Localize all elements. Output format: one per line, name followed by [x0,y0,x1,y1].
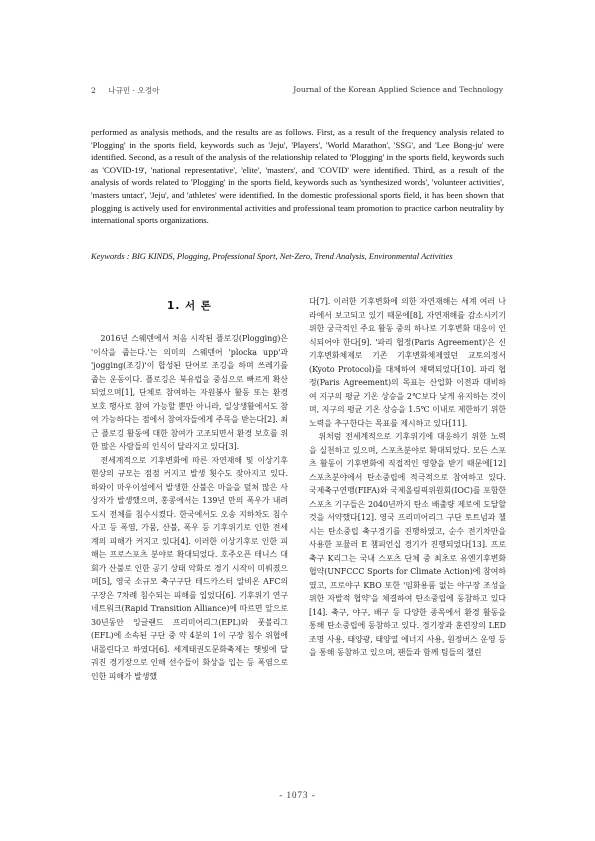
keywords-line: Keywords : BIG KINDS, Plogging, Professional Sport, Net-Zero, Trend Analysis, Environmental Activities [91,251,453,261]
abstract-paragraph: performed as analysis methods, and the results are as follows. First, as a result of the frequency analysis related to 'Plogging' in the sports field, keywords such as 'Jeju', 'Players', 'World Marathon', 'SSG', and 'Lee Bong-ju' were identified. Second, as a result of the analysis of the relationship related to 'Plogging' in the sports field, keywords such as 'COVID-19', 'national representative', 'elite', 'masters', and 'COVID' were identified. Third, as a result of the analysis of words related to 'Plogging' in the sports field, keywords such as 'synthesized words', 'volunteer activities', 'masters untact', 'Jeju', and 'athletes' were identified. In the domestic professional sports field, it has been shown that plogging is actively used for environmental activities and professional team promotion to practice carbon neutrality by international sports organizations. [91,127,504,226]
header-journal-title: Journal of the Korean Applied Science and Technology [293,85,503,94]
section-title: 1. 서 론 [167,300,212,312]
body-paragraph: 2016년 스웨덴에서 처음 시작된 플로깅(Plogging)은 '이삭을 줍는다.'는 의미의 스웨덴어 'plocka upp'과 'jogging(조깅)'이 합성된 단어로 조깅을 하며 쓰레기를 줍는 운동이다. 플로깅은 북유럽을 중심으로 빠르게 확산되었으며[1], 단체로 참여하는 자원봉사 활동 또는 환경 보호 행사로 참여 가능할 뿐만 아니라, 일상생활에서도 참여 가능하다는 점에서 참여자들에게 주목을 받는다[2]. 최근 플로깅 활동에 대한 참여가 고조되면서 환경 보호를 위한 많은 사람들의 인식이 달라지고 있다[3]. [91,334,288,451]
body-paragraph: 위처럼 전세계적으로 기후위기에 대응하기 위한 노력을 실천하고 있으며, 스포츠분야로 확대되었다. 모든 스포츠 활동이 기후변화에 직접적인 영향을 받기 때문에[12] 스포츠분야에서 탄소중립에 적극적으로 참여하고 있다. 국제축구연맹(FIFA)와 국제올림픽위원회(IOC)를 포함한 스포츠 기구들은 2040년까지 탄소 배출량 제로에 도달할 것을 서약했다[12]. 영국 프리미어리그 구단 토트넘과 첼시는 탄소중립 축구경기를 진행하였고, 순수 전기차만을 사용한 포뮬러 E 챔피언십 경기가 진행되었다[13]. 프로축구 K리그는 국내 스포츠 단체 중 최초로 유엔기후변화협약(UNFCCC Sports for Climate Action)에 참여하였고, 프로야구 KBO 또한 '임화용품 없는 야구장 조성을 위한 자발적 협약'을 체결하여 탄소중립에 동참하고 있다[14]. 축구, 야구, 배구 등 다양한 종목에서 환경 활동을 통해 탄소중립에 동참하고 있다. 경기장과 훈련장의 LED 조명 사용, 태양광, 태양열 에너지 사용, 원정버스 운영 등을 통해 동참하고 있으며, 팬들과 함께 팀들의 챌린 [309,432,506,657]
right-column [309,295,506,660]
body-paragraph: 전세계적으로 기후변화에 따른 자연재해 및 이상기후 현상의 규모는 점점 커지고 발생 횟수도 잦아지고 있다. 하와이 마우이섬에서 발생한 산불은 마을을 덮쳐 많은 사상자가 발생했으며, 홍콩에서는 139년 만의 폭우가 내려 도시 전체를 침수시켰다. 한국에서도 오송 지하차도 침수사고 등 폭염, 가뭄, 산불, 폭우 등 기후위기로 인한 전세계의 피해가 커지고 있다[4]. 이러한 이상기후로 인한 피해는 프로스포츠 분야로 확대되었다. 호주오픈 테니스 대회가 산불로 인한 공기 상태 악화로 경기 시작이 미뤄졌으며[5], 영국 소규모 축구구단 테드카스터 알비온 AFC의 구장은 7차례 침수되는 피해를 입었다[6]. 기후위기 연구 네트워크(Rapid Transition Alliance)에 따르면 앞으로 30년동안 잉글랜드 프리미어리그(EPL)와 풋볼리그(EFL)에 소속된 구단 중 약 4분의 1이 구장 침수 위협에 내몰린다고 하였다[6]. 세계태권도문화축제는 햇빛에 달궈진 경기장으로 인해 선수들이 화상을 입는 등 폭염으로 인한 피해가 발생했 [91,455,288,681]
body-paragraph: 다[7]. 이러한 기후변화에 의한 자연재해는 세계 여러 나라에서 보고되고 있기 때문에[8], 자연재해를 감소시키기 위한 궁극적인 주요 활동 중의 하나로 기후변화 대응이 인식되어야 한다[9]. '파리 협정(Paris Agreement)'은 신기후변화체제로 기존 기후변화체제였던 교토의정서(Kyoto Protocol)를 대체하여 채택되었다[10]. 파리 협정(Paris Agreement)의 목표는 산업화 이전과 대비하여 지구의 평균 기온 상승을 2℃보다 낮게 유지하는 것이며, 지구의 평균 기온 상승을 1.5℃ 이내로 제한하기 위한 노력을 추구한다는 목표를 제시하고 있다[11]. [309,297,506,428]
left-column [91,295,288,683]
footer-page-number: - 1073 - [279,790,316,800]
running-header-left [91,85,160,96]
header-page-number: 2 [91,86,96,95]
header-authors: 나규민 · 오정아 [108,86,160,95]
